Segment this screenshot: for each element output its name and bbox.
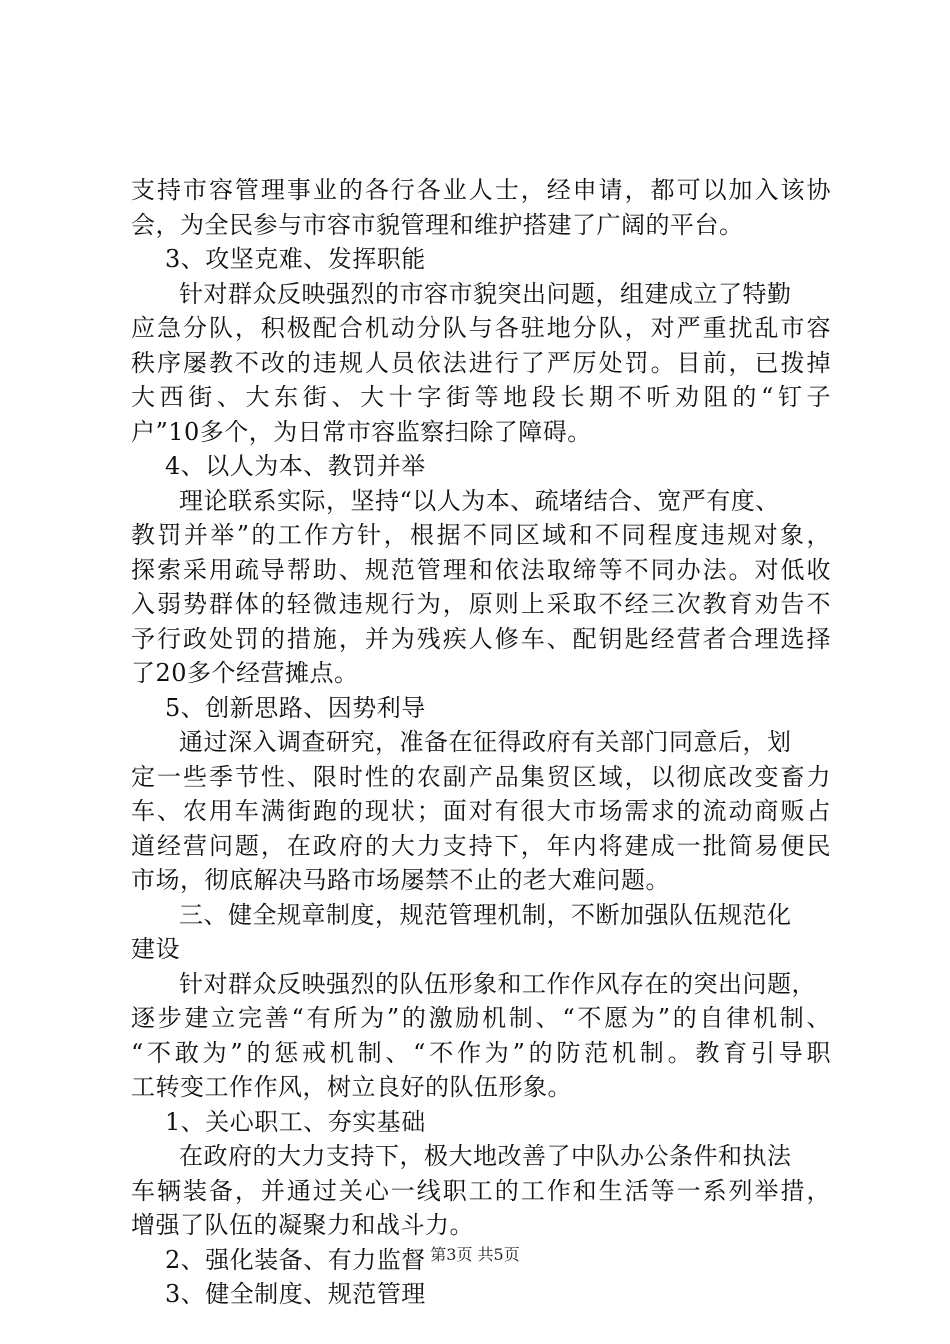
document-body xyxy=(131,173,831,1312)
text-line: 应急分队，积极配合机动分队与各驻地分队，对严重扰乱市容 xyxy=(131,314,831,342)
text-line: 三、健全规章制度，规范管理机制，不断加强队伍规范化 xyxy=(179,900,792,929)
text-line: 针对群众反映强烈的队伍形象和工作作风存在的突出问题， xyxy=(179,969,816,998)
text-line: 车、农用车满街跑的现状；面对有很大市场需求的流动商贩占 xyxy=(131,797,831,825)
section-heading: 1、关心职工、夯实基础 xyxy=(165,1107,426,1136)
text-line: 定一些季节性、限时性的农副产品集贸区域，以彻底改变畜力 xyxy=(131,762,831,791)
text-line: 会，为全民参与市容市貌管理和维护搭建了广阔的平台。 xyxy=(131,210,744,239)
text-line: 理论联系实际，坚持“以人为本、疏堵结合、宽严有度、 xyxy=(179,486,780,515)
page-footer: 第3页 共5页 xyxy=(430,1245,520,1264)
text-line: 支持市容管理事业的各行各业人士，经申请，都可以加入该协 xyxy=(131,176,831,204)
text-line: 探索采用疏导帮助、规范管理和依法取缔等不同办法。对低收 xyxy=(131,555,831,584)
text-line: 道经营问题，在政府的大力支持下，年内将建成一批简易便民 xyxy=(131,831,831,860)
section-heading: 3、健全制度、规范管理 xyxy=(165,1280,426,1308)
text-line: “不敢为”的惩戒机制、“不作为”的防范机制。教育引导职 xyxy=(131,1038,831,1067)
text-line: 户”10多个，为日常市容监察扫除了障碍。 xyxy=(131,417,592,446)
text-line: 增强了队伍的凝聚力和战斗力。 xyxy=(131,1211,474,1239)
text-line: 教罚并举”的工作方针，根据不同区域和不同程度违规对象， xyxy=(131,521,831,549)
section-heading: 2、强化装备、有力监督 xyxy=(165,1245,426,1274)
text-line: 秩序屡教不改的违规人员依法进行了严厉处罚。目前，已拨掉 xyxy=(131,348,831,377)
text-line: 针对群众反映强烈的市容市貌突出问题，组建成立了特勤 xyxy=(179,279,792,308)
text-line: 入弱势群体的轻微违规行为，原则上采取不经三次教育劝告不 xyxy=(131,590,831,618)
text-line: 通过深入调查研究，准备在征得政府有关部门同意后，划 xyxy=(179,728,792,756)
section-heading: 4、以人为本、教罚并举 xyxy=(165,452,426,480)
text-line: 工转变工作作风，树立良好的队伍形象。 xyxy=(131,1073,572,1101)
text-line: 在政府的大力支持下，极大地改善了中队办公条件和执法 xyxy=(179,1142,792,1170)
text-line: 大西街、大东街、大十字街等地段长期不听劝阻的“钉子 xyxy=(131,383,831,411)
text-line: 市场，彻底解决马路市场屡禁不止的老大难问题。 xyxy=(131,866,670,894)
text-line: 逐步建立完善“有所为”的激励机制、“不愿为”的自律机制、 xyxy=(131,1004,831,1032)
text-line: 了20多个经营摊点。 xyxy=(131,659,359,687)
text-line: 建设 xyxy=(131,935,180,963)
section-heading: 5、创新思路、因势利导 xyxy=(165,693,426,722)
text-line: 车辆装备，并通过关心一线职工的工作和生活等一系列举措， xyxy=(131,1176,831,1205)
section-heading: 3、攻坚克难、发挥职能 xyxy=(165,245,426,273)
text-line: 予行政处罚的措施，并为残疾人修车、配钥匙经营者合理选择 xyxy=(131,624,831,653)
